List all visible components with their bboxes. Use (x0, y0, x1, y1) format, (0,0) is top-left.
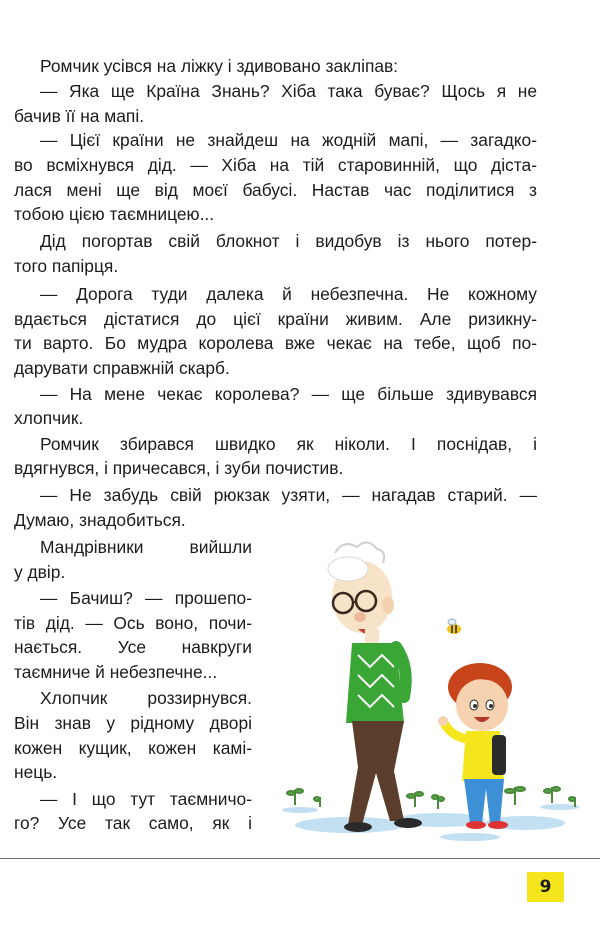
text-line: Ромчик збирався швидко як ніколи. І поснідав, і (40, 434, 537, 454)
text-line: Мандрівники вийшли (40, 537, 252, 557)
text-line: ти варто. Бо мудра королева вже чекає на тебе, щоб по- (14, 333, 537, 353)
text-line: — На мене чекає королева? — ще більше здивувався (40, 384, 537, 404)
text-line: бачив її на мапі. (14, 106, 145, 126)
text-line: во всміхнувся дід. — Хіба на тій старовинній, що діста- (14, 155, 537, 175)
bee-icon (447, 619, 461, 634)
ground-puddles (282, 804, 580, 841)
text-line: лася мені ще від моєї бабусі. Настав час поділитися з (14, 180, 537, 200)
footer-divider (0, 858, 600, 859)
text-line: Хлопчик роззирнувся. (40, 688, 252, 708)
text-line: кожен кущик, кожен камі- (14, 738, 252, 758)
text-line: — Яка ще Країна Знань? Хіба така буває? Щось я не (40, 81, 537, 101)
text-line: вдається дістатися до цієї країни живим. Але ризикну- (14, 309, 537, 329)
text-line: хлопчик. (14, 408, 84, 428)
text-line: Ромчик усівся на ліжку і здивовано закліпав: (40, 56, 399, 76)
text-line: Дід погортав свій блокнот і видобув із нього потер- (40, 231, 537, 251)
text-line: нається. Усе навкруги (14, 637, 252, 657)
grandpa-and-boy-illustration (240, 525, 595, 855)
text-line: — Бачиш? — прошепо- (40, 588, 252, 608)
grandpa (328, 542, 422, 832)
text-line: Думаю, знадобиться. (14, 510, 186, 530)
boy (438, 663, 512, 829)
text-line: того папірця. (14, 256, 119, 276)
text-line: дарувати справжній скарб. (14, 358, 230, 378)
text-line: — Дорога туди далека й небезпечна. Не кожному (40, 284, 537, 304)
text-line: — Не забудь свій рюкзак узяти, — нагадав старий. — (40, 485, 537, 505)
text-line: тів дід. — Ось воно, почи- (14, 613, 252, 633)
text-line: — І що тут таємничо- (40, 789, 252, 809)
text-line: го? Усе так само, як і (14, 813, 252, 833)
text-line: таємниче й небезпечне... (14, 662, 218, 682)
text-line: — Цієї країни не знайдеш на жодній мапі, — загадко- (40, 130, 537, 150)
text-line: у двір. (14, 562, 66, 582)
text-line: Він знав у рідному дворі (14, 713, 252, 733)
sprouts (287, 787, 575, 809)
text-line: вдягнувся, і причесався, і зуби почистив. (14, 458, 344, 478)
text-line: нець. (14, 762, 58, 782)
page-number-badge: 9 (527, 872, 564, 902)
text-line: тобою цією таємницею... (14, 204, 215, 224)
